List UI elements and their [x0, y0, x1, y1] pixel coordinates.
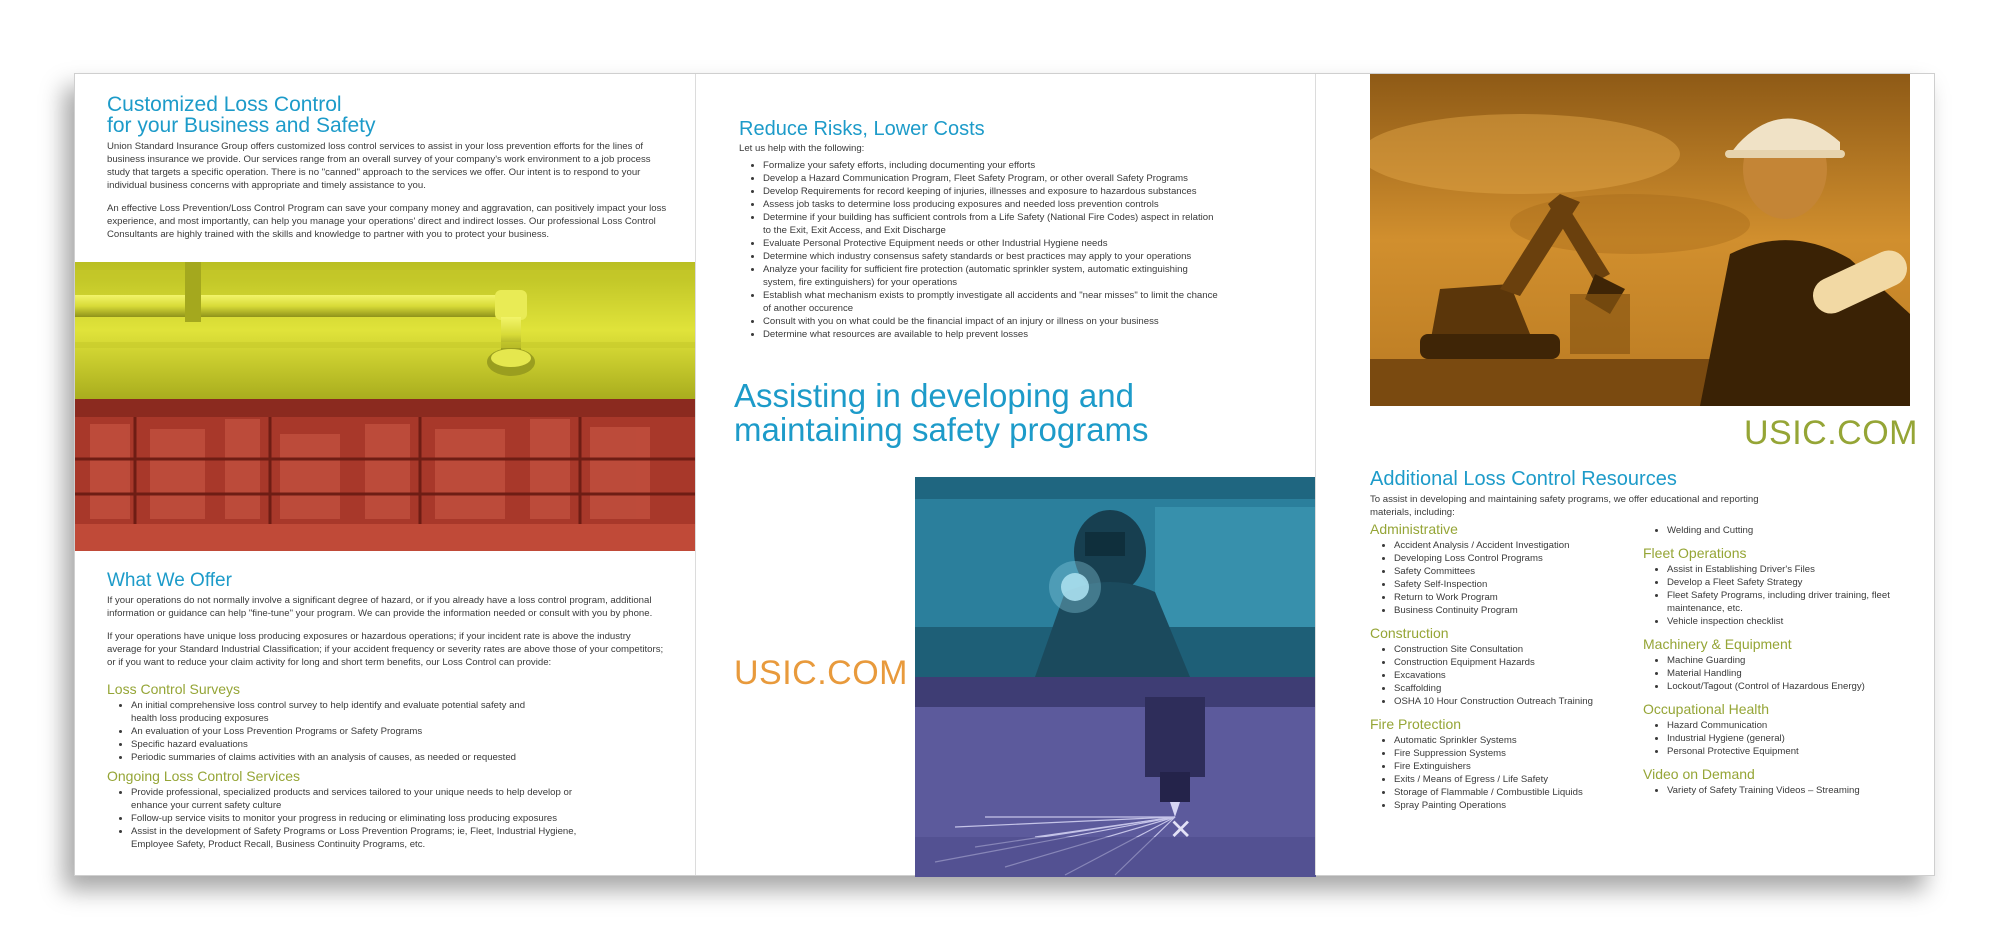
list-item: • Develop Requirements for record keeping of injuries, illnesses and exposure to hazardous substances	[763, 185, 1219, 198]
welding-list	[1643, 524, 1903, 537]
panel-middle	[695, 74, 1315, 875]
risks-lead: Let us help with the following:	[739, 143, 865, 154]
resources-title: Additional Loss Control Resources	[1370, 468, 1677, 490]
list-item: • Storage of Flammable / Combustible Liquids	[1394, 786, 1640, 799]
list-item: • Material Handling	[1667, 667, 1903, 680]
list-item: • Fire Extinguishers	[1394, 760, 1640, 773]
tagline-line-1: Assisting in developing and	[734, 377, 1134, 414]
list-item: • Safety Self-Inspection	[1394, 578, 1640, 591]
list-item: • Scaffolding	[1394, 682, 1640, 695]
resources-left-column	[1370, 521, 1640, 816]
list-item: • Provide professional, specialized products and services tailored to your unique needs to help develop or enhance your current safety culture	[131, 786, 591, 812]
fire-protection-list	[1370, 734, 1640, 812]
ongoing-list	[107, 786, 591, 851]
laser-cutter-photo	[915, 677, 1316, 877]
occupational-health-list	[1643, 719, 1903, 758]
sprinkler-pipe-photo	[75, 262, 695, 399]
mechanical-room-photo	[75, 399, 695, 551]
list-item: • Formalize your safety efforts, including documenting your efforts	[763, 159, 1219, 172]
list-item: • Determine if your building has sufficient controls from a Life Safety (National Fire Codes) aspect in relation to the Exit, Exit Access, and Exit Discharge	[763, 211, 1219, 237]
usic-url-orange[interactable]: USIC.COM	[734, 654, 908, 692]
list-item: • Machine Guarding	[1667, 654, 1903, 667]
list-item: • Lockout/Tagout (Control of Hazardous Energy)	[1667, 680, 1903, 693]
list-item: • Evaluate Personal Protective Equipment needs or other Industrial Hygiene needs	[763, 237, 1219, 250]
list-item: • Fire Suppression Systems	[1394, 747, 1640, 760]
brochure	[74, 73, 1935, 876]
group-title-fleet-operations: Fleet Operations	[1643, 545, 1747, 561]
list-item: • Analyze your facility for sufficient fire protection (automatic sprinkler system, automatic extinguishing system, fire extinguishers) for your operations	[763, 263, 1219, 289]
list-item: • Exits / Means of Egress / Life Safety	[1394, 773, 1640, 786]
group-title-fire-protection: Fire Protection	[1370, 716, 1462, 732]
list-item: • Industrial Hygiene (general)	[1667, 732, 1903, 745]
list-item: • Develop a Fleet Safety Strategy	[1667, 576, 1903, 589]
list-item: • Developing Loss Control Programs	[1394, 552, 1640, 565]
list-item: • Hazard Communication	[1667, 719, 1903, 732]
list-item: • Periodic summaries of claims activities with an analysis of causes, as needed or requested	[131, 751, 551, 764]
intro-paragraph-1: Union Standard Insurance Group offers customized loss control services to assist in your loss prevention efforts for the lines of business insurance we provide. Our services range from an overall survey of your company's work environment to a job process study that targets a specific operation. There is no "canned" approach to the services we offer. Our intent is to respond to your individual business concerns with appropriate and timely assistance to you.	[107, 141, 651, 191]
list-item: • Welding and Cutting	[1667, 524, 1903, 537]
list-item: • Automatic Sprinkler Systems	[1394, 734, 1640, 747]
welder-photo	[915, 477, 1316, 677]
list-item: • Spray Painting Operations	[1394, 799, 1640, 812]
list-item: • Excavations	[1394, 669, 1640, 682]
administrative-list	[1370, 539, 1640, 617]
fleet-list	[1643, 563, 1903, 628]
list-item: • Return to Work Program	[1394, 591, 1640, 604]
construction-worker-photo	[1370, 74, 1910, 406]
panel-right	[1315, 74, 1936, 875]
list-item: • Construction Site Consultation	[1394, 643, 1640, 656]
surveys-list	[107, 699, 551, 764]
intro-section	[107, 94, 667, 251]
usic-url-green[interactable]: USIC.COM	[1744, 414, 1918, 452]
list-item: • Develop a Hazard Communication Program, Fleet Safety Program, or other overall Safety Programs	[763, 172, 1219, 185]
list-item: • Assist in Establishing Driver's Files	[1667, 563, 1903, 576]
group-title-administrative: Administrative	[1370, 521, 1458, 537]
title-line-1: Customized Loss Control	[107, 93, 342, 116]
risks-list	[739, 159, 1219, 341]
construction-list	[1370, 643, 1640, 708]
offer-section	[107, 570, 667, 855]
list-item: • OSHA 10 Hour Construction Outreach Training	[1394, 695, 1640, 708]
list-item: • Follow-up service visits to monitor your progress in reducing or eliminating loss producing exposures	[131, 812, 591, 825]
list-item: • An initial comprehensive loss control survey to help identify and evaluate potential safety and health loss producing exposures	[131, 699, 551, 725]
list-item: • Variety of Safety Training Videos – Streaming	[1667, 784, 1903, 797]
list-item: • An evaluation of your Loss Prevention Programs or Safety Programs	[131, 725, 551, 738]
list-item: • Personal Protective Equipment	[1667, 745, 1903, 758]
list-item: • Determine which industry consensus safety standards or best practices may apply to your operations	[763, 250, 1219, 263]
surveys-title: Loss Control Surveys	[107, 681, 241, 697]
group-title-machinery: Machinery & Equipment	[1643, 636, 1792, 652]
title-line-2: for your Business and Safety	[107, 114, 376, 137]
resources-lead: To assist in developing and maintaining safety programs, we offer educational and reporting materials, including:	[1370, 494, 1759, 518]
offer-paragraph-1: If your operations do not normally involve a significant degree of hazard, or if you already have a loss control program, additional information or guidance can help "fine-tune" your program. We can provide the information needed or consult with you by phone.	[107, 595, 653, 619]
resources-header	[1370, 469, 1760, 529]
list-item: • Construction Equipment Hazards	[1394, 656, 1640, 669]
machinery-list	[1643, 654, 1903, 693]
tagline-line-2: maintaining safety programs	[734, 411, 1149, 448]
offer-title: What We Offer	[107, 570, 232, 591]
risks-title: Reduce Risks, Lower Costs	[739, 118, 985, 140]
list-item: • Accident Analysis / Accident Investigation	[1394, 539, 1640, 552]
list-item: • Fleet Safety Programs, including driver training, fleet maintenance, etc.	[1667, 589, 1903, 615]
list-item: • Determine what resources are available to help prevent losses	[763, 328, 1219, 341]
svg-text:✕: ✕	[1169, 813, 1193, 846]
group-title-video-on-demand: Video on Demand	[1643, 766, 1755, 782]
list-item: • Vehicle inspection checklist	[1667, 615, 1903, 628]
tagline	[734, 379, 1234, 447]
list-item: • Business Continuity Program	[1394, 604, 1640, 617]
list-item: • Specific hazard evaluations	[131, 738, 551, 751]
intro-paragraph-2: An effective Loss Prevention/Loss Control Program can save your company money and aggravation, can positively impact your loss experience, and most importantly, can help you manage your operations' direct and indirect losses. Our professional Loss Control Consultants are highly trained with the skills and knowledge to partner with you to protect your business.	[107, 203, 667, 240]
list-item: • Safety Committees	[1394, 565, 1640, 578]
group-title-construction: Construction	[1370, 625, 1449, 641]
ongoing-title: Ongoing Loss Control Services	[107, 768, 300, 784]
video-list	[1643, 784, 1903, 797]
risks-section	[739, 119, 1219, 345]
list-item: • Consult with you on what could be the financial impact of an injury or illness on your business	[763, 315, 1219, 328]
list-item: • Assist in the development of Safety Programs or Loss Prevention Programs; ie, Fleet, Industrial Hygiene, Employee Safety, Product Recall, Business Continuity Programs, etc.	[131, 825, 591, 851]
resources-right-column	[1643, 524, 1903, 801]
group-title-occupational-health: Occupational Health	[1643, 701, 1770, 717]
offer-paragraph-2: If your operations have unique loss producing exposures or hazardous operations; if your incident rate is above the industry average for your Standard Industrial Classification; if your accident frequency or severity rates are above those of your competitors; or if you want to reduce your claim activity for long and short term benefits, our Loss Control can provide:	[107, 631, 664, 668]
list-item: • Establish what mechanism exists to promptly investigate all accidents and "near misses" to limit the chance of another occurence	[763, 289, 1219, 315]
list-item: • Assess job tasks to determine loss producing exposures and needed loss prevention controls	[763, 198, 1219, 211]
panel-left	[75, 74, 695, 875]
